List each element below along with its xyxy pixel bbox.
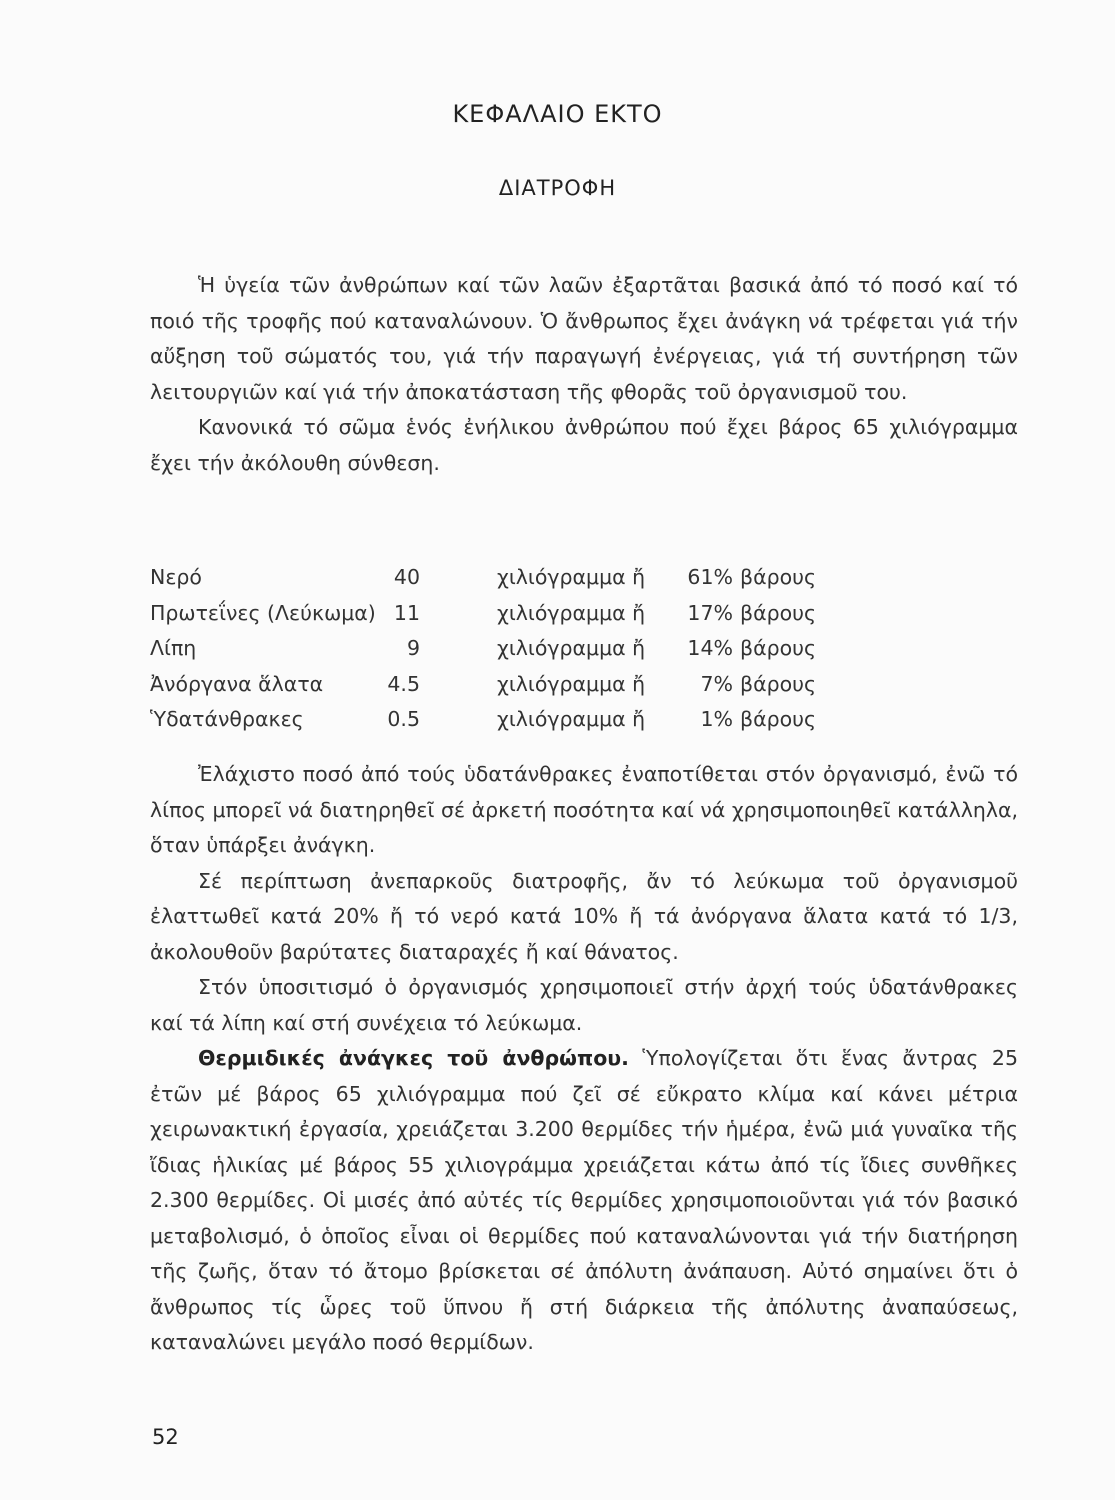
body-paragraph: Στόν ὑποσιτισμό ὁ ὀργανισμός χρησιμοποιεῖ στήν ἀρχή τούς ὑδατάνθρακες καί τά λίπη καί στή συνέχεια τό λεύκωμα.: [150, 975, 1018, 1035]
chapter-title: ΚΕΦΑΛΑΙΟ ΕΚΤΟ: [452, 100, 663, 128]
component-amount: 9: [406, 636, 420, 660]
table-row: [150, 631, 870, 667]
component-amount: 11: [393, 600, 420, 625]
table-row: [150, 596, 870, 632]
component-amount: 0.5: [387, 707, 420, 731]
intro-text: [150, 268, 1018, 481]
calorie-text: Ὑπολογίζεται ὅτι ἕνας ἄντρας 25 ἐτῶν μέ βάρος 65 χιλιόγραμμα πού ζεῖ σέ εὔκρατο κλίμα καί κάνει μέτρια χειρωνακτική ἐργασία, χρειάζεται 3.200 θερμίδες τήν ἡμέρα, ἐνῶ μιά γυναῖκα τῆς ἴδιας ἡλικίας μέ βάρος 55 χιλιογράμμα χρειάζεται κάτω ἀπό τίς ἴδιες συνθῆκες 2.300 θερμίδες. Οἱ μισές ἀπό αὐτές τίς θερμίδες χρησιμοποιοῦνται γιά τόν βασικό μεταβολισμό, ὁ ὁποῖος εἶναι οἱ θερμίδες πού καταναλώνονται γιά τήν διατήρηση τῆς ζωῆς, ὅταν τό ἄτομο βρίσκεται σέ ἀπόλυτη ἀνάπαυση. Αὐτό σημαίνει ὅτι ὁ ἄνθρωπος τίς ὧρες τοῦ ὕπνου ἤ στή διάρκεια τῆς ἀπόλυτης ἀναπαύσεως, καταναλώνει μεγάλο ποσό θερμίδων.: [150, 1046, 1018, 1354]
component-of: βάρους: [740, 565, 817, 589]
table-row: [150, 560, 870, 596]
body-text: [150, 757, 1018, 1361]
calorie-paragraph: [150, 1041, 1018, 1361]
component-of: βάρους: [740, 707, 817, 731]
page-number: 52: [152, 1425, 179, 1449]
component-name: Ὑδατάνθρακες: [150, 707, 304, 731]
component-name: Ἀνόργανα ἅλατα: [150, 671, 324, 696]
table-row: [150, 667, 870, 703]
component-percent: 7%: [700, 671, 733, 696]
component-amount: 40: [393, 565, 420, 589]
component-unit: χιλιόγραμμα ἤ: [497, 707, 646, 731]
section-title: ΔΙΑΤΡΟΦΗ: [498, 176, 617, 200]
component-unit: χιλιόγραμμα ἤ: [497, 565, 646, 589]
component-name: Πρωτεΐνες (Λεύκωμα): [150, 600, 376, 625]
calorie-heading: Θερμιδικές ἀνάγκες τοῦ ἀνθρώπου.: [198, 1046, 629, 1070]
component-name: Νερό: [150, 565, 202, 589]
intro-paragraph: Ἡ ὑγεία τῶν ἀνθρώπων καί τῶν λαῶν ἐξαρτᾶται βασικά ἀπό τό ποσό καί τό ποιό τῆς τροφῆς πού καταναλώνουν. Ὁ ἄνθρωπος ἔχει ἀνάγκη νά τρέφεται γιά τήν αὔξηση τοῦ σώματός του, γιά τήν παραγωγή ἐνέργειας, γιά τή συντήρηση τῶν λειτουργιῶν καί γιά τήν ἀποκατάσταση τῆς φθορᾶς τοῦ ὀργανισμοῦ του.: [150, 273, 1018, 404]
component-unit: χιλιόγραμμα ἤ: [497, 600, 646, 625]
component-unit: χιλιόγραμμα ἤ: [497, 671, 646, 696]
body-paragraph: Σέ περίπτωση ἀνεπαρκοῦς διατροφῆς, ἄν τό λεύκωμα τοῦ ὀργανισμοῦ ἐλαττωθεῖ κατά 20% ἤ τό νερό κατά 10% ἤ τά ἀνόργανα ἅλατα κατά τό 1/3, ἀκολουθοῦν βαρύτατες διαταραχές ἤ καί θάνατος.: [150, 868, 1018, 964]
component-name: Λίπη: [150, 636, 197, 660]
component-percent: 61%: [687, 565, 733, 589]
component-percent: 1%: [700, 707, 733, 731]
intro-paragraph: Κανονικά τό σῶμα ἑνός ἐνήλικου ἀνθρώπου πού ἔχει βάρος 65 χιλιόγραμμα ἔχει τήν ἀκόλουθη σύνθεση.: [150, 415, 1018, 475]
component-of: βάρους: [740, 636, 817, 660]
table-row: [150, 702, 870, 738]
component-amount: 4.5: [387, 671, 420, 696]
component-of: βάρους: [740, 671, 817, 696]
body-composition-table: [150, 560, 870, 738]
component-unit: χιλιόγραμμα ἤ: [497, 636, 646, 660]
component-of: βάρους: [740, 600, 817, 625]
component-percent: 14%: [687, 636, 733, 660]
component-percent: 17%: [687, 600, 733, 625]
body-paragraph: Ἐλάχιστο ποσό ἀπό τούς ὑδατάνθρακες ἐναποτίθεται στόν ὀργανισμό, ἐνῶ τό λίπος μπορεῖ νά διατηρηθεῖ σέ ἀρκετή ποσότητα καί νά χρησιμοποιηθεῖ κατάλληλα, ὅταν ὑπάρξει ἀνάγκη.: [150, 762, 1018, 857]
